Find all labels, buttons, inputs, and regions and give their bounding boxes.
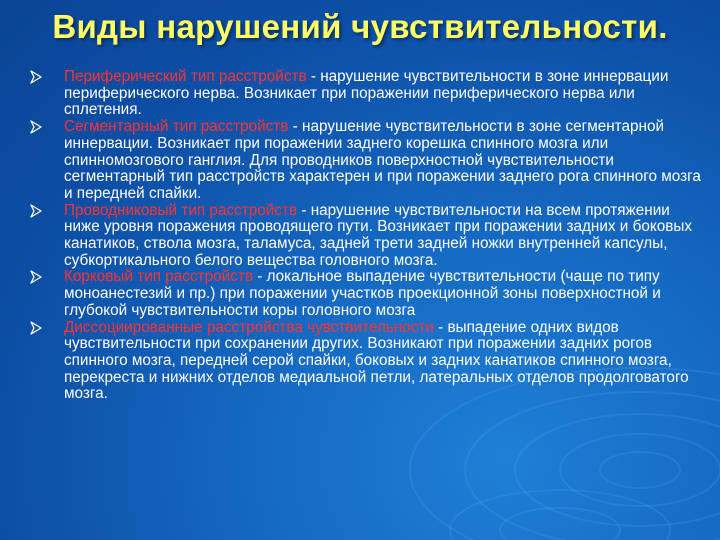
arrowhead-bullet-icon (30, 120, 42, 134)
list-item-text: - выпадение одних видов чувствительности при сохранении других. Возникают при поражении задних рогов спинного мозга, передней серой спайки, боковых и задних канатиков спинного мозга, перекреста и нижних отделов медиальной петли, латеральных отделов продолговатого мозга. (64, 318, 689, 403)
arrowhead-bullet-icon (30, 270, 42, 284)
disorders-list (28, 69, 708, 403)
list-item-dissociated (28, 320, 708, 404)
list-item-text: - нарушение чувствительности на всем протяжении ниже уровня поражения проводящего пути. Возникает при поражении задних и боковых канатиков, ствола мозга, таламуса, задней трети задней ножки внутренней капсулы, субкортикального белого вещества головного мозга. (64, 201, 692, 269)
list-item-peripheral (28, 69, 708, 119)
arrowhead-bullet-icon (30, 321, 42, 335)
arrowhead-bullet-icon (30, 204, 42, 218)
list-item-text: - нарушение чувствительности в зоне сегментарной иннервации. Возникает при поражении заднего корешка спинного мозга или спинномозгового ганглия. Для проводников поверхностной чувствительности сегментарный тип расстройств характерен и при поражении заднего рога спинного мозга и передней спайки. (64, 118, 701, 202)
list-item-term: Сегментарный тип расстройств (64, 118, 289, 136)
list-item-cortical (28, 269, 708, 319)
list-item-text: - локальное выпадение чувствительности (чаще по типу моноанестезий и пр.) при поражении участков проекционной зоны поверхностной и глубокой чувствительности коры головного мозга (64, 268, 661, 319)
list-item-term: Проводниковый тип расстройств (64, 201, 298, 219)
slide-title: Виды нарушений чувствительности. (52, 8, 668, 45)
list-item-conductive (28, 203, 708, 270)
arrowhead-bullet-icon (30, 70, 42, 84)
list-item-term: Диссоциированные расстройства чувствительности (64, 318, 434, 336)
list-item-segmental (28, 119, 708, 203)
list-item-text: - нарушение чувствительности в зоне иннервации периферического нерва. Возникает при поражении периферического нерва или сплетения. (64, 68, 669, 119)
list-item-term: Корковый тип расстройств (64, 268, 253, 286)
list-item-term: Периферический тип расстройств (64, 68, 307, 85)
